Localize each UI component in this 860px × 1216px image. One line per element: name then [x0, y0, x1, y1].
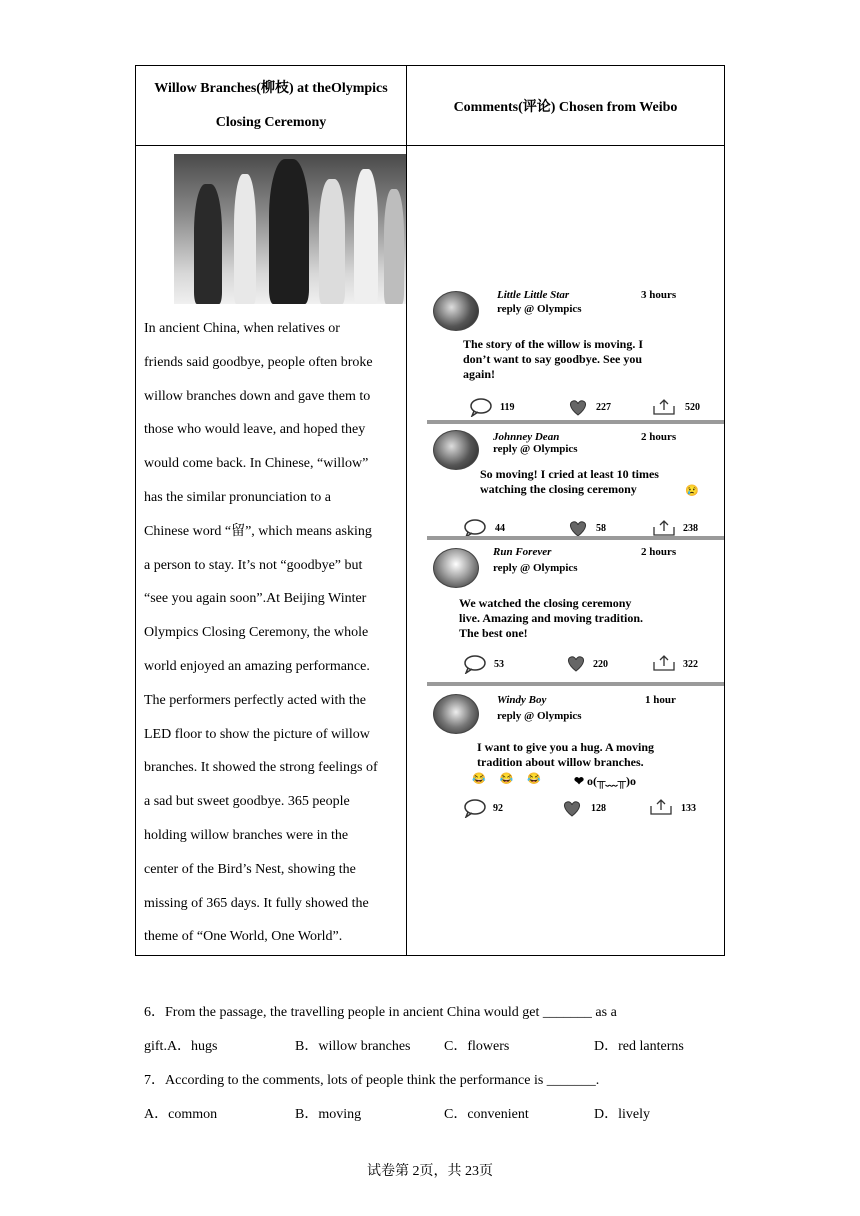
passage-line: holding willow branches were in the: [144, 827, 349, 843]
header-left-line1: Willow Branches(柳枝) at theOlympics: [154, 80, 388, 96]
comment-emoji: ❤ o(╥﹏╥)o: [574, 774, 637, 788]
share-icon[interactable]: [652, 654, 676, 672]
option-6d: D．red lanterns: [594, 1039, 684, 1054]
option-7d: D．lively: [594, 1107, 650, 1122]
comment-reply: reply @ Olympics: [493, 562, 578, 574]
header-left: [136, 66, 406, 145]
share-icon[interactable]: [649, 798, 673, 816]
share-count: 238: [683, 523, 698, 534]
comment-reply: reply @ Olympics: [497, 710, 582, 722]
weibo-comment: [427, 542, 724, 682]
crying-emoji-icon: 😢: [685, 485, 699, 497]
page-footer: 试卷第 2页，共 23页: [367, 1164, 493, 1179]
option-7b: B．moving: [295, 1107, 362, 1122]
comment-separator: [427, 420, 724, 424]
comment-text: So moving! I cried at least 10 times watching the closing ceremony: [480, 467, 659, 496]
like-count: 58: [596, 523, 606, 534]
option-6b: B．willow branches: [295, 1039, 411, 1054]
comment-reply: reply @ Olympics: [493, 443, 578, 455]
passage-line: willow branches down and gave them to: [144, 388, 371, 404]
header-divider: [136, 145, 724, 146]
passage-line: center of the Bird’s Nest, showing the: [144, 861, 356, 877]
avatar: [433, 548, 479, 588]
share-icon[interactable]: [652, 398, 676, 416]
question-7-stem: 7．According to the comments, lots of people think the performance is _______.: [144, 1073, 600, 1088]
passage-line: would come back. In Chinese, “willow”: [144, 456, 369, 472]
passage-line: In ancient China, when relatives or: [144, 321, 340, 336]
comment-username: Little Little Star: [497, 289, 570, 301]
header-right: Comments(评论) Chosen from Weibo: [453, 99, 678, 115]
like-count: 128: [591, 803, 606, 814]
comment-count: 53: [494, 659, 504, 670]
passage-line: theme of “One World, One World”.: [144, 929, 343, 945]
like-heart-icon[interactable]: [565, 655, 587, 673]
comment-bubble-icon[interactable]: [463, 518, 487, 538]
weibo-comment: [427, 426, 724, 536]
share-count: 133: [681, 803, 696, 814]
avatar: [433, 291, 479, 331]
passage-line: those who would leave, and hoped they: [144, 422, 366, 438]
passage-line: branches. It showed the strong feelings of: [144, 760, 378, 776]
passage-line: The performers perfectly acted with the: [144, 692, 366, 708]
like-count: 220: [593, 659, 608, 670]
comment-separator: [427, 536, 724, 540]
passage-line: missing of 365 days. It fully showed the: [144, 895, 369, 911]
avatar: [433, 430, 479, 470]
comment-reply: reply @ Olympics: [497, 303, 582, 315]
option-6c: C．flowers: [444, 1039, 510, 1054]
passage-line: “see you again soon”.At Beijing Winter: [144, 591, 367, 607]
like-heart-icon[interactable]: [561, 800, 583, 818]
comment-username: Johnney Dean: [493, 431, 560, 443]
comment-bubble-icon[interactable]: [469, 397, 493, 417]
question-6-stem: 6．From the passage, the travelling people in ancient China would get _______ as a: [144, 1005, 617, 1020]
weibo-comment: [427, 688, 724, 828]
like-count: 227: [596, 402, 611, 413]
passage-line: friends said goodbye, people often broke: [144, 354, 373, 370]
passage-table: [135, 65, 725, 956]
comment-username: Windy Boy: [497, 694, 547, 706]
avatar: [433, 694, 479, 734]
comment-count: 119: [500, 402, 515, 413]
comment-username: Run Forever: [493, 546, 552, 558]
laughing-emoji-icon: 😂😂😂: [472, 773, 556, 785]
comment-time: 3 hours: [641, 289, 677, 301]
column-divider: [406, 66, 407, 955]
share-count: 520: [685, 402, 700, 413]
option-7c: C．convenient: [444, 1107, 529, 1122]
ceremony-photo: [174, 154, 406, 304]
passage-line: world enjoyed an amazing performance.: [144, 658, 370, 674]
comment-separator: [427, 682, 724, 686]
weibo-comment: [427, 281, 724, 421]
option-6a: gift.A．hugs: [144, 1039, 218, 1054]
share-icon[interactable]: [652, 519, 676, 537]
like-heart-icon[interactable]: [567, 399, 589, 417]
passage-line: a person to stay. It’s not “goodbye” but: [144, 557, 363, 573]
comment-count: 92: [493, 803, 503, 814]
share-count: 322: [683, 659, 698, 670]
comment-bubble-icon[interactable]: [463, 654, 487, 674]
comment-bubble-icon[interactable]: [463, 798, 487, 818]
comment-text: I want to give you a hug. A moving tradition about willow branches.: [477, 740, 655, 769]
comment-time: 2 hours: [641, 546, 677, 558]
passage-line: Olympics Closing Ceremony, the whole: [144, 625, 369, 641]
comment-time: 1 hour: [645, 694, 676, 706]
comment-text: We watched the closing ceremony live. Amazing and moving tradition. The best one!: [459, 596, 644, 640]
header-left-line2: Closing Ceremony: [215, 114, 327, 130]
passage-line: LED floor to show the picture of willow: [144, 726, 370, 742]
comment-text: The story of the willow is moving. I don’t want to say goodbye. See you again!: [463, 337, 643, 381]
passage-line: a sad but sweet goodbye. 365 people: [144, 794, 350, 810]
passage-line: has the similar pronunciation to a: [144, 489, 332, 505]
comment-count: 44: [495, 523, 505, 534]
passage-text: [144, 312, 402, 954]
passage-line: Chinese word “留”, which means asking: [144, 523, 372, 539]
comment-time: 2 hours: [641, 431, 677, 443]
option-7a: A．common: [144, 1107, 218, 1122]
